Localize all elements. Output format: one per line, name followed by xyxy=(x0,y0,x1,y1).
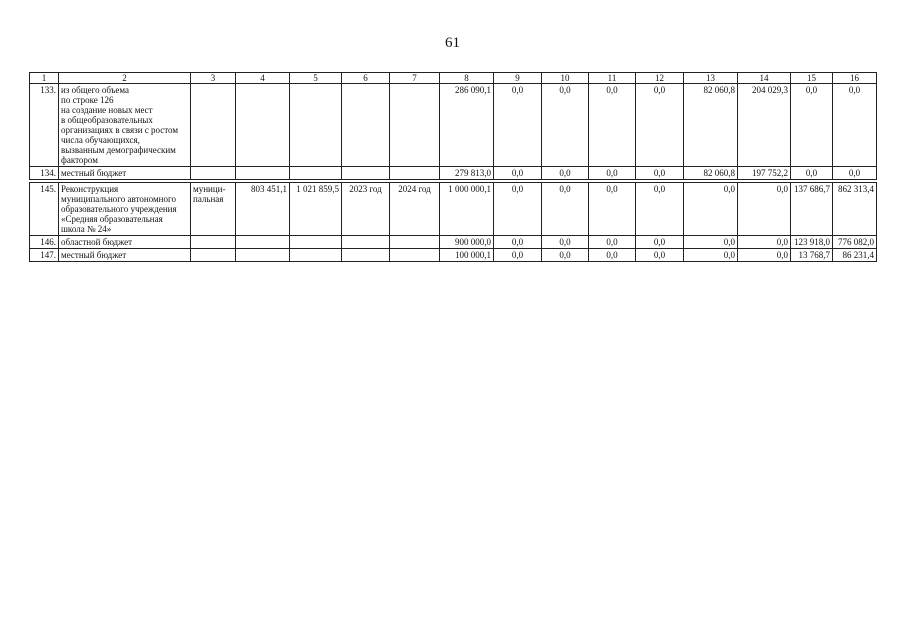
cell-c16: 776 082,0 xyxy=(833,236,877,249)
description-line: в общеобразовательных xyxy=(61,115,153,125)
cell-ownership xyxy=(191,249,236,262)
cell-c7 xyxy=(390,167,440,180)
header-cell: 14 xyxy=(738,73,791,84)
cell-c11: 0,0 xyxy=(589,84,636,167)
cell-c10: 0,0 xyxy=(542,236,589,249)
cell-c5 xyxy=(290,167,342,180)
cell-c14: 0,0 xyxy=(738,236,791,249)
cell-c15: 13 768,7 xyxy=(791,249,833,262)
cell-c13: 82 060,8 xyxy=(684,167,738,180)
header-cell: 11 xyxy=(589,73,636,84)
table-row xyxy=(30,183,877,236)
header-cell: 16 xyxy=(833,73,877,84)
cell-c5 xyxy=(290,236,342,249)
cell-c12: 0,0 xyxy=(636,167,684,180)
row-description xyxy=(59,84,191,167)
header-cell: 6 xyxy=(342,73,390,84)
header-cell: 1 xyxy=(30,73,59,84)
cell-c12: 0,0 xyxy=(636,249,684,262)
description-line: образовательного учреждения xyxy=(61,204,177,214)
row-number: 146. xyxy=(30,236,59,249)
cell-c11: 0,0 xyxy=(589,236,636,249)
cell-c12: 0,0 xyxy=(636,236,684,249)
cell-c7 xyxy=(390,236,440,249)
description-line: муниципального автономного xyxy=(61,194,176,204)
table-row xyxy=(30,249,877,262)
description-line: из общего объема xyxy=(61,85,129,95)
cell-c9: 0,0 xyxy=(494,167,542,180)
header-cell: 7 xyxy=(390,73,440,84)
cell-c10: 0,0 xyxy=(542,84,589,167)
cell-c4 xyxy=(236,167,290,180)
cell-c9: 0,0 xyxy=(494,183,542,236)
description-line: местный бюджет xyxy=(61,168,127,178)
description-line: Реконструкция xyxy=(61,184,119,194)
cell-c7: 2024 год xyxy=(390,183,440,236)
cell-ownership xyxy=(191,167,236,180)
cell-c10: 0,0 xyxy=(542,167,589,180)
cell-c15: 123 918,0 xyxy=(791,236,833,249)
row-description xyxy=(59,167,191,180)
cell-c15: 0,0 xyxy=(791,84,833,167)
cell-c5: 1 021 859,5 xyxy=(290,183,342,236)
header-cell: 10 xyxy=(542,73,589,84)
header-cell: 15 xyxy=(791,73,833,84)
cell-c16: 0,0 xyxy=(833,84,877,167)
cell-c8: 1 000 000,1 xyxy=(440,183,494,236)
cell-c16: 0,0 xyxy=(833,167,877,180)
cell-c4 xyxy=(236,236,290,249)
cell-c16: 86 231,4 xyxy=(833,249,877,262)
description-line: по строке 126 xyxy=(61,95,114,105)
header-cell: 12 xyxy=(636,73,684,84)
table-row xyxy=(30,84,877,167)
cell-c11: 0,0 xyxy=(589,167,636,180)
header-cell: 13 xyxy=(684,73,738,84)
cell-c6: 2023 год xyxy=(342,183,390,236)
header-cell: 8 xyxy=(440,73,494,84)
cell-c10: 0,0 xyxy=(542,249,589,262)
row-number: 133. xyxy=(30,84,59,167)
header-cell: 5 xyxy=(290,73,342,84)
ownership-line: муници- xyxy=(193,184,226,194)
cell-c15: 137 686,7 xyxy=(791,183,833,236)
cell-c4 xyxy=(236,249,290,262)
cell-c13: 0,0 xyxy=(684,236,738,249)
cell-c7 xyxy=(390,249,440,262)
cell-c13: 0,0 xyxy=(684,183,738,236)
description-line: местный бюджет xyxy=(61,250,127,260)
cell-c11: 0,0 xyxy=(589,183,636,236)
cell-c9: 0,0 xyxy=(494,84,542,167)
cell-c4: 803 451,1 xyxy=(236,183,290,236)
cell-ownership xyxy=(191,236,236,249)
cell-c9: 0,0 xyxy=(494,249,542,262)
budget-table xyxy=(29,72,877,262)
cell-c6 xyxy=(342,236,390,249)
cell-c8: 100 000,1 xyxy=(440,249,494,262)
cell-c16: 862 313,4 xyxy=(833,183,877,236)
row-description xyxy=(59,236,191,249)
header-cell: 2 xyxy=(59,73,191,84)
cell-c13: 82 060,8 xyxy=(684,84,738,167)
cell-c11: 0,0 xyxy=(589,249,636,262)
header-cell: 3 xyxy=(191,73,236,84)
description-line: числа обучающихся, xyxy=(61,135,140,145)
cell-c9: 0,0 xyxy=(494,236,542,249)
cell-c14: 197 752,2 xyxy=(738,167,791,180)
cell-c7 xyxy=(390,84,440,167)
cell-c13: 0,0 xyxy=(684,249,738,262)
cell-c14: 204 029,3 xyxy=(738,84,791,167)
cell-c8: 286 090,1 xyxy=(440,84,494,167)
cell-c5 xyxy=(290,249,342,262)
row-description xyxy=(59,183,191,236)
cell-ownership xyxy=(191,84,236,167)
row-description xyxy=(59,249,191,262)
row-number: 145. xyxy=(30,183,59,236)
cell-c14: 0,0 xyxy=(738,183,791,236)
cell-c8: 900 000,0 xyxy=(440,236,494,249)
description-line: фактором xyxy=(61,155,98,165)
description-line: на создание новых мест xyxy=(61,105,153,115)
row-number: 134. xyxy=(30,167,59,180)
description-line: школа № 24» xyxy=(61,224,112,234)
cell-c5 xyxy=(290,84,342,167)
header-row xyxy=(30,73,877,84)
cell-c6 xyxy=(342,249,390,262)
table-row xyxy=(30,236,877,249)
cell-c12: 0,0 xyxy=(636,84,684,167)
description-line: «Средняя образовательная xyxy=(61,214,163,224)
description-line: областной бюджет xyxy=(61,237,133,247)
description-line: организациях в связи с ростом xyxy=(61,125,179,135)
header-cell: 4 xyxy=(236,73,290,84)
row-number: 147. xyxy=(30,249,59,262)
cell-c6 xyxy=(342,167,390,180)
cell-c12: 0,0 xyxy=(636,183,684,236)
cell-c4 xyxy=(236,84,290,167)
page-number: 61 xyxy=(445,35,460,51)
cell-c6 xyxy=(342,84,390,167)
cell-ownership xyxy=(191,183,236,236)
cell-c14: 0,0 xyxy=(738,249,791,262)
ownership-line: пальная xyxy=(193,194,224,204)
description-line: вызванным демографическим xyxy=(61,145,176,155)
header-cell: 9 xyxy=(494,73,542,84)
cell-c15: 0,0 xyxy=(791,167,833,180)
table-row xyxy=(30,167,877,180)
cell-c8: 279 813,0 xyxy=(440,167,494,180)
cell-c10: 0,0 xyxy=(542,183,589,236)
